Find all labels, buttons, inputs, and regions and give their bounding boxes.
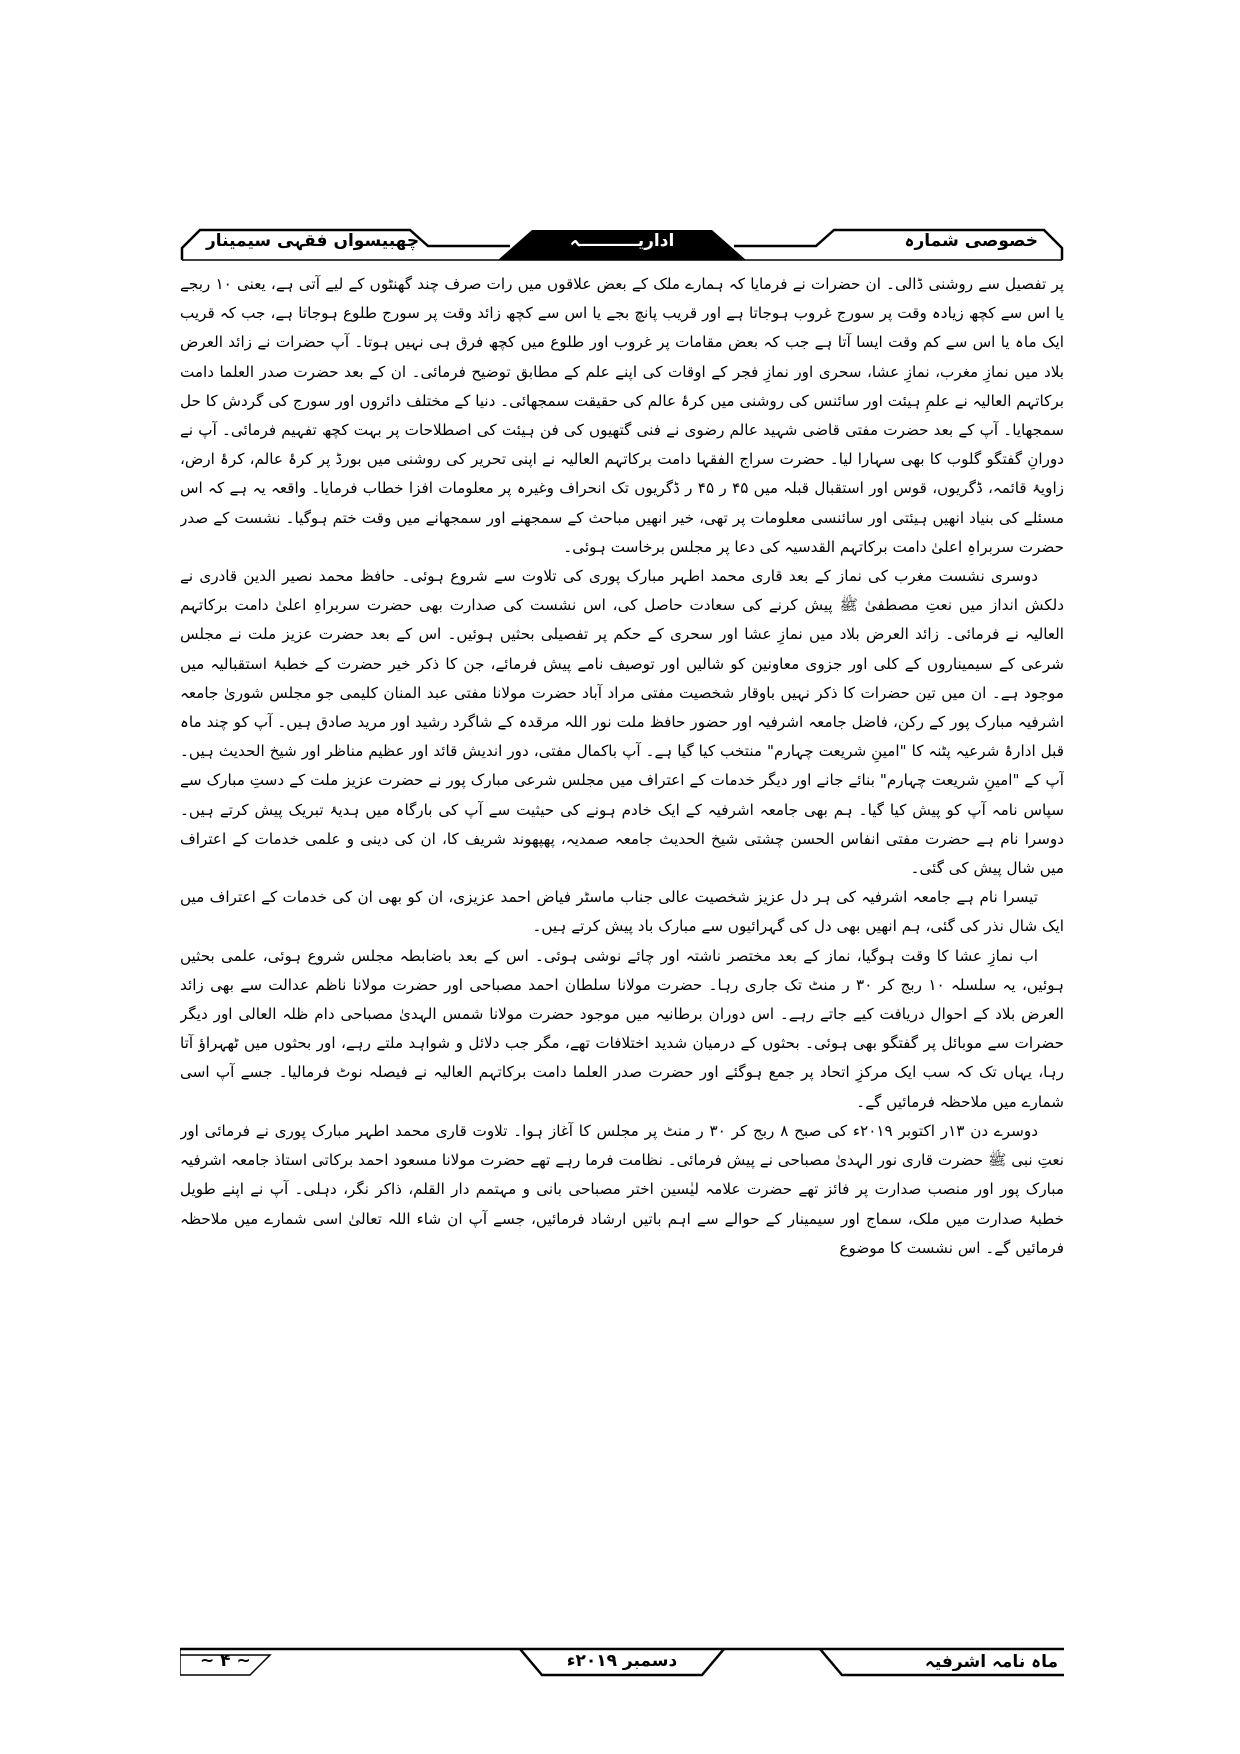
article-body bbox=[180, 270, 1064, 1570]
header-seminar-label: چھبیسواں فقہی سیمینار bbox=[206, 231, 420, 251]
paragraph-1: پر تفصیل سے روشنی ڈالی۔ ان حضرات نے فرمایا کہ ہمارے ملک کے بعض علاقوں میں رات صرف چند گھنٹوں کے لیے آتی ہے، یعنی ۱۰ ربجے یا اس سے کچھ زیادہ وقت پر سورج غروب ہوجاتا ہے اور قریب پانچ بجے یا اس سے کچھ زائد وقت پر سورج طلوع ہوجاتا ہے، جب کہ قریب ایک ماہ یا اس سے کم وقت ایسا آتا ہے جب کہ بعض مقامات پر غروب اور طلوع میں کچھ فرق ہی نہیں ہوتا۔ آپ حضرات نے زائد العرض بلاد میں نمازِ مغرب، نمازِ عشا، سحری اور نمازِ فجر کے اوقات کی اپنے علم کے مطابق توضیح فرمائی۔ ان کے بعد حضرت صدر العلما دامت برکاتہم العالیہ نے علمِ ہیئت اور سائنس کی روشنی میں کرۂ عالم کی حقیقت سمجھائی۔ دنیا کے مختلف دائروں اور سورج کی گردش کا حل سمجھایا۔ آپ کے بعد حضرت مفتی قاضی شہید عالم رضوی نے فنی گتھیوں کی فن ہیئت کی اصطلاحات پر بہت کچھ تفہیم فرمائی۔ آپ نے دورانِ گفتگو گلوب کا بھی سہارا لیا۔ حضرت سراج الفقہا دامت برکاتہم العالیہ نے اپنی تحریر کی روشنی میں بورڈ پر کرۂ عالم، کرۂ ارض، زاویۂ قائمہ، ڈگریوں، قوس اور استقبال قبلہ میں ۴۵ ر ۴۵ ر ڈگریوں تک انحراف وغیرہ پر معلومات افزا خطاب فرمایا۔ واقعہ یہ ہے کہ اس مسئلے کی بنیاد انھیں ہیئتی اور سائنسی معلومات پر تھی، خیر انھیں مباحث کے سمجھنے اور سمجھانے میں وقت ختم ہوگیا۔ نشست کے صدر حضرت سربراہِ اعلیٰ دامت برکاتہم القدسیہ کی دعا پر مجلس برخاست ہوئی۔ bbox=[180, 275, 1064, 556]
header-section-label: اداریــــــــــہ bbox=[569, 231, 675, 251]
page-header bbox=[180, 226, 1064, 262]
page-footer bbox=[180, 1645, 1064, 1679]
paragraph-5: دوسرے دن ۱۳ر اکتوبر ۲۰۱۹ء کی صبح ۸ ربج کر ۳۰ ر منٹ پر مجلس کا آغاز ہوا۔ تلاوت قاری محمد اطہر مبارک پوری نے فرمائی اور نعتِ نبی ﷺ حضرت قاری نور الہدیٰ مصباحی نے پیش فرمائی۔ نظامت فرما رہے تھے حضرت مولانا مسعود احمد برکاتی استاذ جامعہ اشرفیہ مبارک پور اور منصب صدارت پر فائز تھے حضرت علامہ لیٰسین اختر مصباحی بانی و مہتمم دار القلم، ذاکر نگر، دہلی۔ آپ نے اپنے طویل خطبۂ صدارت میں ملک، سماج اور سیمینار کے حوالے سے اہم باتیں ارشاد فرمائیں، جسے آپ ان شاء اللہ تعالیٰ اسی شمارے میں ملاحظہ فرمائیں گے۔ اس نشست کا موضوع bbox=[180, 1121, 1064, 1257]
paragraph-4: اب نمازِ عشا کا وقت ہوگیا، نماز کے بعد مختصر ناشتہ اور چائے نوشی ہوئی۔ اس کے بعد باضابطہ مجلس شروع ہوئی، علمی بحثیں ہوئیں، یہ سلسلہ ۱۰ ربج کر ۳۰ ر منٹ تک جاری رہا۔ حضرت مولانا سلطان احمد مصباحی اور حضرت مولانا ناظم عدالت سے بھی زائد العرض بلاد کے احوال دریافت کیے جاتے رہے۔ اس دوران برطانیہ میں موجود حضرت مولانا شمس الہدیٰ مصباحی دام ظلہ العالی اور دیگر حضرات سے موبائل پر گفتگو بھی ہوئی۔ بحثوں کے درمیان شدید اختلافات تھے، مگر جب دلائل و شواہد ملتے رہے، اور بحثوں میں ٹھہراؤ آتا رہا، یہاں تک کہ سب ایک مرکزِ اتحاد پر جمع ہوگئے اور حضرت صدر العلما دامت برکاتہم العالیہ نے فیصلہ نوٹ فرمالیا۔ جسے آپ اسی شمارے میں ملاحظہ فرمائیں گے۔ bbox=[180, 946, 1064, 1111]
page-number: ~ ۴ ~ bbox=[200, 1651, 251, 1671]
paragraph-2: دوسری نشست مغرب کی نماز کے بعد قاری محمد اطہر مبارک پوری کی تلاوت سے شروع ہوئی۔ حافظ محمد نصیر الدین قادری نے دلکش انداز میں نعتِ مصطفیٰ ﷺ پیش کرنے کی سعادت حاصل کی، اس نشست کی صدارت بھی حضرت سربراہِ اعلیٰ دامت برکاتہم العالیہ نے فرمائی۔ زائد العرض بلاد میں نمازِ عشا اور سحری کے حکم پر تفصیلی بحثیں ہوئیں۔ اس کے بعد حضرت عزیز ملت نے مجلس شرعی کے سیمیناروں کے کلی اور جزوی معاونین کو شالیں اور توصیف نامے پیش فرمائے، جن کا ذکر خیر حضرت کے خطبۂ استقبالیہ میں موجود ہے۔ ان میں تین حضرات کا ذکر نہیں باوقار شخصیت مفتی مراد آباد حضرت مولانا مفتی عبد المنان کلیمی جو مجلس شوریٰ جامعہ اشرفیہ مبارک پور کے رکن، فاضل جامعہ اشرفیہ اور حضور حافظ ملت نور اللہ مرقدہ کے شاگرد رشید اور مرید صادق ہیں۔ آپ کو چند ماہ قبل ادارۂ شرعیہ پٹنہ کا "امینِ شریعت چہارم" منتخب کیا گیا ہے۔ آپ باکمال مفتی، دور اندیش قائد اور عظیم مناظر اور شیخ الحدیث ہیں۔ آپ کے "امینِ شریعت چہارم" بنائے جانے اور دیگر خدمات کے اعتراف میں مجلس شرعی مبارک پور نے حضرت عزیز ملت کے دستِ مبارک سے سپاس نامہ آپ کو پیش کیا گیا۔ ہم بھی جامعہ اشرفیہ کے ایک خادم ہونے کی حیثیت سے آپ کی بارگاہ میں ہدیۂ تبریک پیش کرتے ہیں۔ دوسرا نام ہے حضرت مفتی انفاس الحسن چشتی شیخ الحدیث جامعہ صمدیہ، پھپھوند شریف کا، ان کی دینی و علمی خدمات کے اعتراف میں شال پیش کی گئی۔ bbox=[180, 567, 1064, 878]
paragraph-3: تیسرا نام ہے جامعہ اشرفیہ کی ہر دل عزیز شخصیت عالی جناب ماسٹر فیاض احمد عزیزی، ان کو بھی ان کی خدمات کے اعتراف میں ایک شال نذر کی گئی، ہم انھیں بھی دل کی گہرائیوں سے مبارک باد پیش کرتے ہیں۔ bbox=[180, 888, 1064, 936]
magazine-name: ماہ نامہ اشرفیہ bbox=[924, 1652, 1058, 1672]
issue-date: دسمبر ۲۰۱۹ء bbox=[566, 1651, 678, 1671]
header-issue-label: خصوصی شمارہ bbox=[904, 231, 1038, 251]
